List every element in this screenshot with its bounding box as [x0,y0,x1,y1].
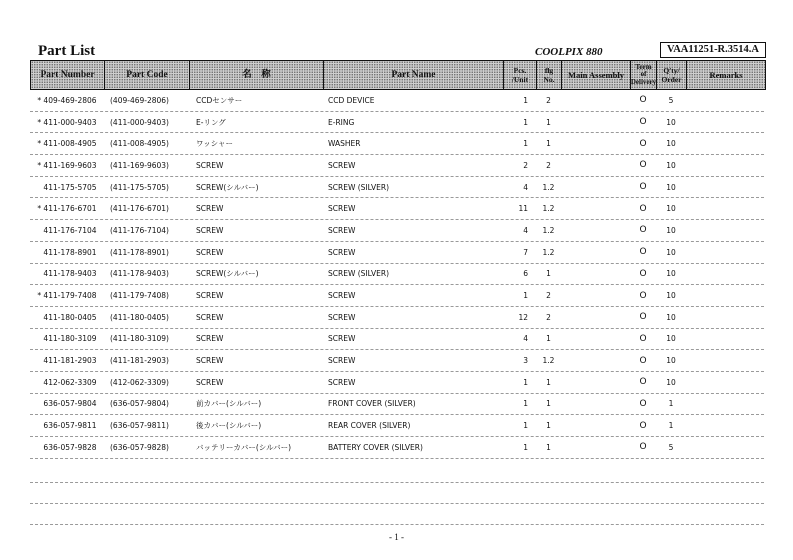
pcs-per-unit-cell: 3 [523,356,528,366]
pcs-per-unit-cell: 4 [523,225,528,235]
part-number-cell [30,443,104,452]
term-of-delivery-cell: O [639,290,647,301]
part-code-cell: (411-179-7408) [110,291,169,301]
new-part-marker: * [37,204,42,214]
pcs-per-unit-cell: 1 [523,421,528,431]
table-header [30,60,766,90]
pcs-per-unit-cell: 1 [523,399,528,409]
part-number-text: 411-000-9403 [43,117,97,127]
new-part-marker: * [37,291,42,301]
part-number-cell [30,226,104,235]
part-code-cell: (411-169-9603) [110,160,169,170]
part-name-cell: SCREW [328,160,356,170]
term-of-delivery-cell: O [639,160,647,171]
part-number-text: 411-179-7408 [43,291,97,301]
table-row [30,133,764,155]
flg-no-cell: 1.2 [542,182,555,192]
flg-no-cell: 1 [546,117,551,127]
part-name-cell: WASHER [328,139,361,149]
term-of-delivery-cell: O [639,442,647,453]
qty-order-cell: 10 [666,204,676,214]
part-code-cell: (636-057-9804) [110,399,169,409]
part-number-cell [30,356,104,365]
qty-order-cell: 1 [668,399,674,409]
part-code-cell: (411-000-9403) [110,117,169,127]
japanese-name-cell: SCREW(シルバー) [196,182,259,192]
pcs-per-unit-cell: 2 [523,160,528,170]
term-of-delivery-cell: O [639,182,647,193]
part-name-cell: SCREW [328,204,356,214]
part-number-text: 411-180-0405 [43,312,97,322]
document-number: VAA11251-R.3514.A [660,42,766,58]
part-code-cell: (412-062-3309) [110,377,169,387]
header-part-code: Part Code [105,61,190,89]
qty-order-cell: 10 [666,334,676,344]
table-row [30,307,764,329]
new-part-marker: * [37,117,42,127]
pcs-per-unit-cell: 1 [523,377,528,387]
part-number-text: 411-178-8901 [43,247,97,257]
part-number-cell [30,421,104,430]
pcs-per-unit-cell: 1 [523,291,528,301]
header-term-line1: Term [635,62,652,71]
empty-row-rule [30,524,764,525]
flg-no-cell: 2 [546,160,551,170]
qty-order-cell: 10 [666,312,676,322]
header-qty-line2: Order [661,75,682,84]
part-number-text: 411-008-4905 [43,139,97,149]
header-jp-name: 名 称 [190,61,324,89]
header-main-assembly: Main Assembly [562,61,631,89]
qty-order-cell: 5 [668,95,674,105]
header-flg-line1: flg [544,66,554,75]
flg-no-cell: 1.2 [542,247,555,257]
part-code-cell: (411-178-9403) [110,269,169,279]
header-flg-no [537,61,562,89]
part-number-cell [30,118,104,127]
qty-order-cell: 10 [666,269,676,279]
pcs-per-unit-cell: 4 [523,182,528,192]
qty-order-cell: 10 [666,291,676,301]
table-row [30,437,764,459]
empty-row-rule [30,482,764,483]
new-part-marker: * [37,139,42,149]
part-name-cell: SCREW [328,334,356,344]
table-row [30,285,764,307]
part-number-cell [30,269,104,278]
part-code-cell: (411-178-8901) [110,247,169,257]
part-code-cell: (411-176-6701) [110,204,169,214]
part-number-cell [30,139,104,148]
header-pcs-unit [504,61,537,89]
part-number-cell [30,183,104,192]
table-row [30,242,764,264]
table-row [30,329,764,351]
header-pcs-line2: /Unit [511,75,529,84]
header-part-name: Part Name [324,61,504,89]
japanese-name-cell: SCREW [196,377,224,387]
part-number-cell [30,399,104,408]
table-row [30,155,764,177]
table-row [30,394,764,416]
part-number-text: 411-178-9403 [43,269,97,279]
part-number-cell [30,96,104,105]
part-name-cell: SCREW [328,247,356,257]
part-name-cell: E-RING [328,117,355,127]
term-of-delivery-cell: O [639,420,647,431]
page-title: Part List [38,43,96,59]
header-term-of-delivery [631,61,657,89]
part-number-text: 411-176-6701 [43,204,97,214]
part-number-cell [30,313,104,322]
flg-no-cell: 1 [546,421,551,431]
flg-no-cell: 1 [546,139,551,149]
table-row [30,90,764,112]
part-name-cell: SCREW (SILVER) [328,182,390,192]
japanese-name-cell: SCREW(シルバー) [196,269,259,279]
new-part-marker: * [37,95,42,105]
part-number-text: 411-169-9603 [43,160,97,170]
table-row [30,264,764,286]
pcs-per-unit-cell: 4 [523,334,528,344]
flg-no-cell: 2 [546,291,551,301]
part-number-text: 411-176-7104 [43,225,97,235]
part-name-cell: BATTERY COVER (SILVER) [328,442,423,452]
part-number-text: 411-181-2903 [43,356,97,366]
term-of-delivery-cell: O [639,377,647,388]
part-code-cell: (411-181-2903) [110,356,169,366]
table-row [30,112,764,134]
pcs-per-unit-cell: 1 [523,95,528,105]
japanese-name-cell: SCREW [196,247,224,257]
part-number-cell [30,291,104,300]
term-of-delivery-cell: O [639,355,647,366]
japanese-name-cell: 前カバー(シルバー) [196,399,262,409]
qty-order-cell: 1 [668,421,674,431]
flg-no-cell: 1 [546,377,551,387]
japanese-name-cell: 後カバー(シルバー) [196,421,262,431]
part-number-text: 636-057-9828 [43,442,97,452]
part-name-cell: SCREW [328,377,356,387]
term-of-delivery-cell: O [639,203,647,214]
part-number-text: 409-469-2806 [43,95,97,105]
japanese-name-cell: ワッシャー [196,139,233,149]
table-row [30,198,764,220]
part-name-cell: FRONT COVER (SILVER) [328,399,416,409]
japanese-name-cell: SCREW [196,225,224,235]
header-term-line2: of [640,70,647,79]
qty-order-cell: 10 [666,182,676,192]
qty-order-cell: 10 [666,247,676,257]
term-of-delivery-cell: O [639,312,647,323]
header-qty-order [657,61,687,89]
term-of-delivery-cell: O [639,225,647,236]
flg-no-cell: 1 [546,399,551,409]
japanese-name-cell: SCREW [196,312,224,322]
part-name-cell: REAR COVER (SILVER) [328,421,411,431]
japanese-name-cell: バッテリーカバー(シルバー) [196,442,291,452]
term-of-delivery-cell: O [639,138,647,149]
part-code-cell: (411-180-3109) [110,334,169,344]
part-name-cell: SCREW [328,356,356,366]
header-qty-line1: Q'ty/ [663,66,680,75]
pcs-per-unit-cell: 6 [523,269,528,279]
japanese-name-cell: SCREW [196,334,224,344]
part-code-cell: (636-057-9811) [110,421,169,431]
part-number-cell [30,378,104,387]
empty-row-rule [30,503,764,504]
flg-no-cell: 2 [546,312,551,322]
header-remarks: Remarks [709,69,743,80]
flg-no-cell: 1.2 [542,356,555,366]
japanese-name-cell: E-リング [196,117,226,127]
part-number-text: 636-057-9811 [43,421,97,431]
new-part-marker: * [37,160,42,170]
header-term-line3: Delivery [630,77,657,86]
pcs-per-unit-cell: 12 [518,312,528,322]
japanese-name-cell: CCDセンサー [196,95,243,105]
part-number-text: 411-180-3109 [43,334,97,344]
term-of-delivery-cell: O [639,333,647,344]
japanese-name-cell: SCREW [196,204,224,214]
part-number-text: 412-062-3309 [43,377,97,387]
part-code-cell: (636-057-9828) [110,442,169,452]
part-number-text: 411-175-5705 [43,182,97,192]
pcs-per-unit-cell: 11 [518,204,528,214]
qty-order-cell: 10 [666,356,676,366]
part-number-cell [30,248,104,257]
parts-table-body [30,90,764,459]
part-number-cell [30,161,104,170]
qty-order-cell: 10 [666,160,676,170]
qty-order-cell: 5 [668,442,674,452]
part-name-cell: SCREW [328,225,356,235]
flg-no-cell: 1 [546,334,551,344]
part-name-cell: SCREW [328,312,356,322]
table-row [30,177,764,199]
term-of-delivery-cell: O [639,398,647,409]
term-of-delivery-cell: O [639,95,647,106]
flg-no-cell: 1 [546,269,551,279]
part-name-cell: CCD DEVICE [328,95,375,105]
japanese-name-cell: SCREW [196,291,224,301]
page-number: - 1 - [389,532,404,542]
table-row [30,220,764,242]
part-name-cell: SCREW [328,291,356,301]
header-pcs-line1: Pcs. [513,66,527,75]
flg-no-cell: 1.2 [542,204,555,214]
term-of-delivery-cell: O [639,268,647,279]
japanese-name-cell: SCREW [196,160,224,170]
qty-order-cell: 10 [666,139,676,149]
part-code-cell: (411-180-0405) [110,312,169,322]
flg-no-cell: 2 [546,95,551,105]
part-number-cell [30,204,104,213]
term-of-delivery-cell: O [639,117,647,128]
part-code-cell: (411-008-4905) [110,139,169,149]
flg-no-cell: 1.2 [542,225,555,235]
part-number-cell [30,334,104,343]
qty-order-cell: 10 [666,117,676,127]
pcs-per-unit-cell: 1 [523,442,528,452]
table-row [30,350,764,372]
table-row [30,415,764,437]
part-code-cell: (411-175-5705) [110,182,169,192]
header-flg-line2: No. [543,75,555,84]
model-name: COOLPIX 880 [535,46,603,58]
pcs-per-unit-cell: 7 [523,247,528,257]
part-code-cell: (409-469-2806) [110,95,169,105]
part-code-cell: (411-176-7104) [110,225,169,235]
header-part-number: Part Number [31,61,105,89]
qty-order-cell: 10 [666,377,676,387]
table-row [30,372,764,394]
qty-order-cell: 10 [666,225,676,235]
japanese-name-cell: SCREW [196,356,224,366]
part-name-cell: SCREW (SILVER) [328,269,390,279]
pcs-per-unit-cell: 1 [523,117,528,127]
pcs-per-unit-cell: 1 [523,139,528,149]
term-of-delivery-cell: O [639,247,647,258]
flg-no-cell: 1 [546,442,551,452]
part-number-text: 636-057-9804 [43,399,97,409]
